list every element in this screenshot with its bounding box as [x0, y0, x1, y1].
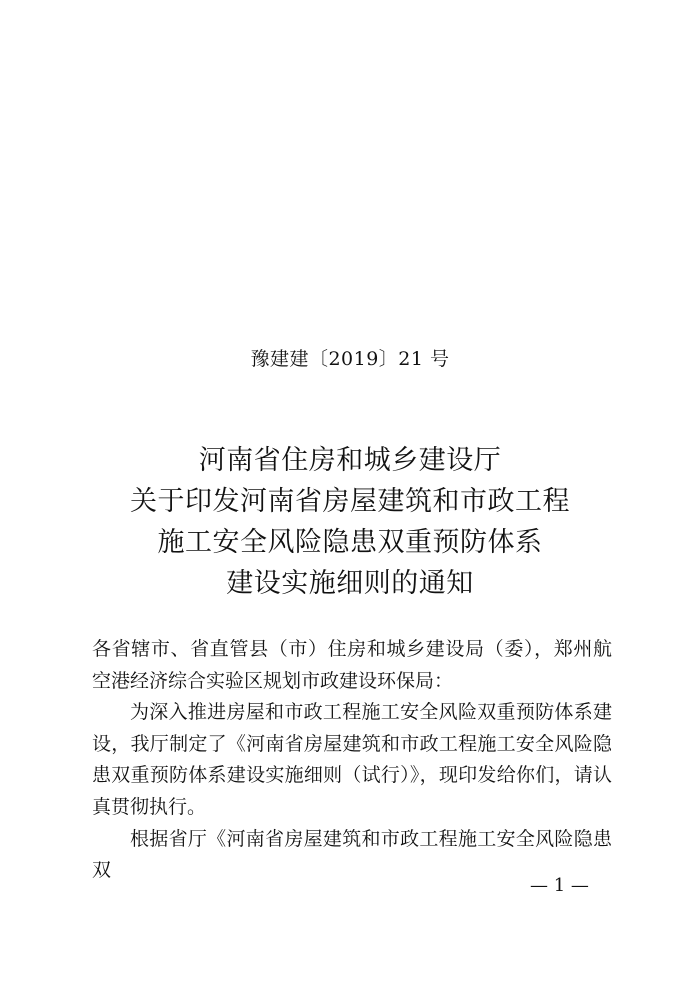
title-line: 河南省住房和城乡建设厅	[198, 445, 502, 476]
document-title	[0, 440, 700, 604]
title-line: 关于印发河南省房屋建筑和市政工程	[130, 486, 570, 517]
page-number: — 1 —	[530, 875, 589, 896]
salutation: 各省辖市、省直管县（市）住房和城乡建设局（委），郑州航空港经济综合实验区规划市政建设环保局：	[92, 638, 612, 692]
document-body	[92, 634, 612, 887]
title-line: 建设实施细则的通知	[226, 568, 474, 599]
body-paragraph: 为深入推进房屋和市政工程施工安全风险双重预防体系建设，我厅制定了《河南省房屋建筑和市政工程施工安全风险隐患双重预防体系建设实施细则（试行）》，现印发给你们，请认真贯彻执行。	[92, 701, 612, 818]
document-number: 豫建建〔2019〕21 号	[250, 348, 450, 370]
body-paragraph: 根据省厅《河南省房屋建筑和市政工程施工安全风险隐患双	[92, 827, 612, 882]
title-line: 施工安全风险隐患双重预防体系	[157, 527, 543, 558]
